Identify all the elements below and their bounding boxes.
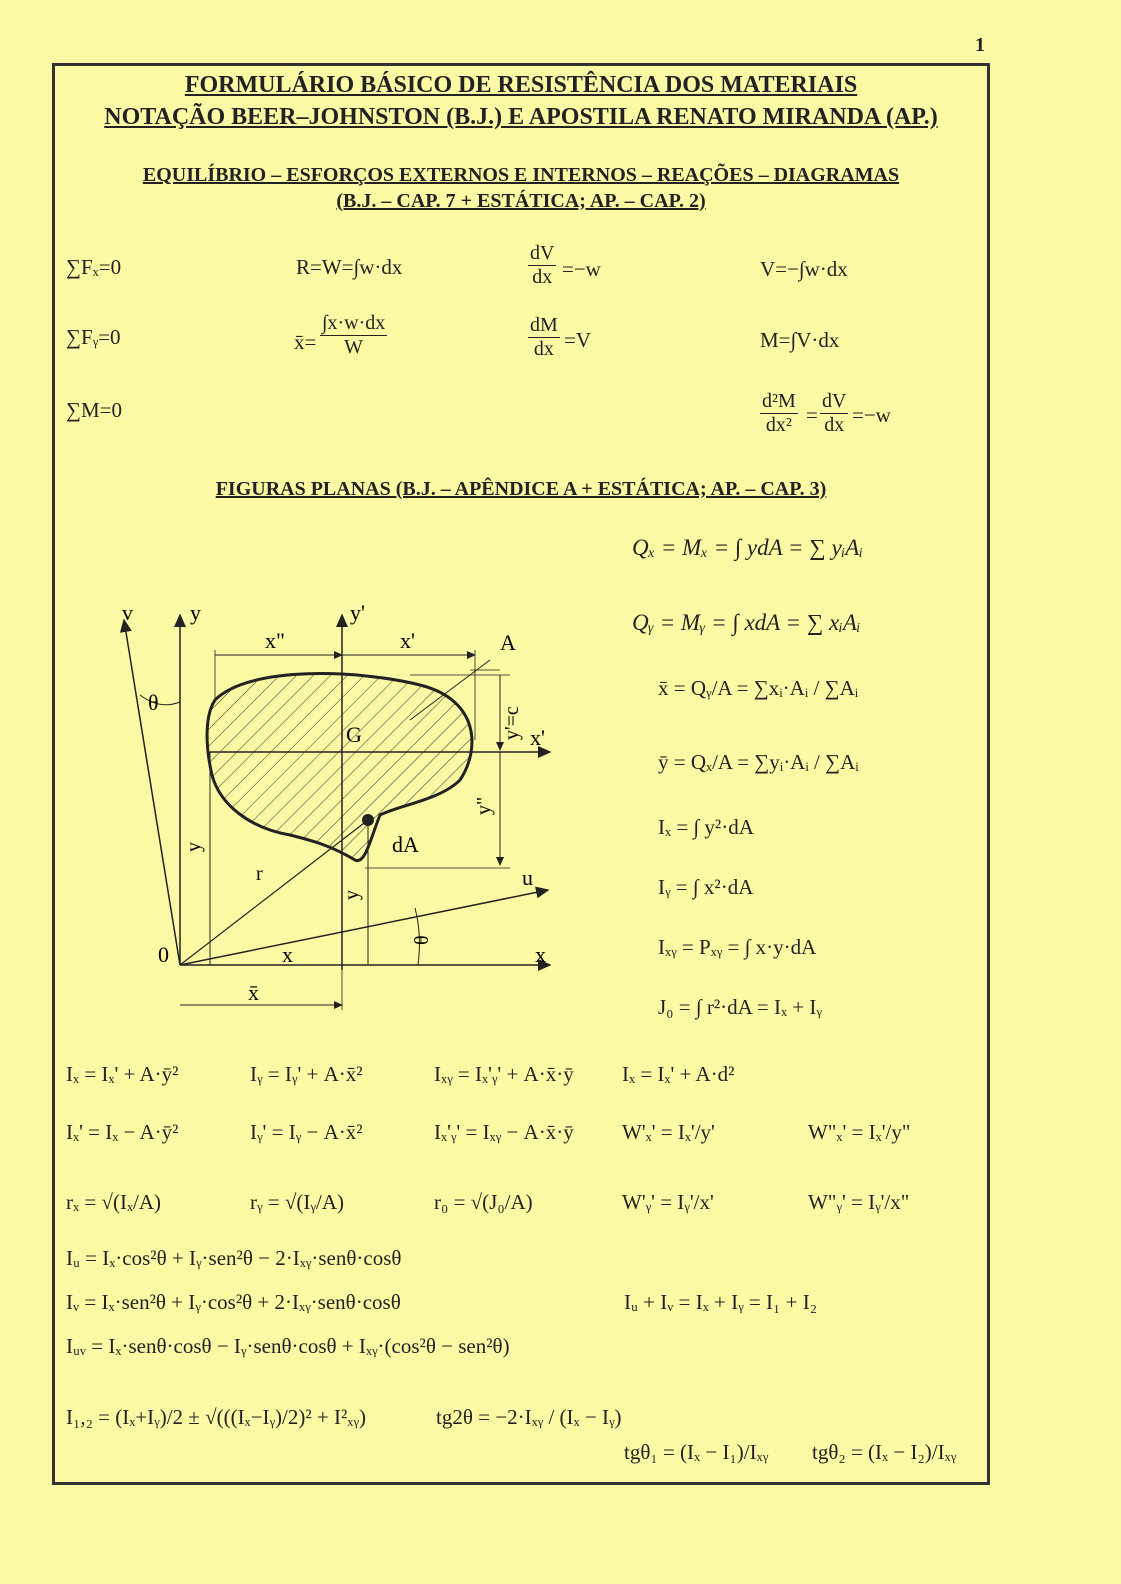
label-u: u bbox=[522, 865, 533, 890]
eq-r2-2: Iᵧ' = Iᵧ − A·x̄² bbox=[250, 1120, 363, 1144]
label-xpp: x" bbox=[265, 628, 285, 653]
title-line1: FORMULÁRIO BÁSICO DE RESISTÊNCIA DOS MATERIAIS bbox=[184, 72, 858, 98]
eq-dm-fraction bbox=[528, 314, 560, 361]
eq-d2m-fraction bbox=[760, 390, 798, 437]
eq-r3-1: rₓ = √(Iₓ/A) bbox=[66, 1190, 162, 1214]
eq-sum-fx: ∑Fₓ=0 bbox=[66, 255, 122, 279]
section1-heading2: (B.J. – CAP. 7 + ESTÁTICA; AP. – CAP. 2) bbox=[336, 190, 706, 212]
eq-r3-5: W"ᵧ' = Iᵧ'/x" bbox=[808, 1190, 910, 1214]
page-number: 1 bbox=[975, 34, 985, 56]
eq-resultant: R=W=∫w·dx bbox=[296, 255, 403, 279]
v-axis bbox=[124, 620, 180, 965]
label-a: A bbox=[500, 630, 516, 655]
eq-dm-num: dM bbox=[530, 314, 558, 336]
eq-tg2theta: tg2θ = −2·Iₓᵧ / (Iₓ − Iᵧ) bbox=[436, 1405, 622, 1429]
eq-ix: Iₓ = ∫ y²·dA bbox=[658, 815, 754, 839]
eq-xbar-den: W bbox=[344, 336, 364, 358]
label-ypp: y" bbox=[473, 796, 495, 815]
label-x-axis: x bbox=[535, 942, 546, 967]
label-y: y bbox=[190, 600, 201, 625]
title-line2: NOTAÇÃO BEER–JOHNSTON (B.J.) E APOSTILA RENATO MIRANDA (AP.) bbox=[104, 104, 938, 130]
label-xbar: x̄ bbox=[248, 980, 259, 1005]
eq-dv-num: dV bbox=[530, 242, 555, 264]
label-r: r bbox=[256, 863, 263, 885]
label-o: 0 bbox=[158, 942, 169, 967]
eq-iuv: Iᵤᵥ = Iₓ·senθ·cosθ − Iᵧ·senθ·cosθ + Iₓᵧ·(cos²θ − sen²θ) bbox=[66, 1334, 510, 1358]
eq-d2m-den2: dx bbox=[824, 414, 845, 436]
eq-r3-4: W'ᵧ' = Iᵧ'/x' bbox=[622, 1190, 714, 1214]
da-point bbox=[362, 814, 374, 826]
label-xp-axis: x' bbox=[530, 725, 545, 750]
eq-r1-1: Iₓ = Iₓ' + A·ȳ² bbox=[66, 1062, 179, 1086]
eq-xbar-num: ∫x·w·dx bbox=[322, 312, 386, 334]
eq-ybar-centroid: ȳ = Qₓ/A = ∑yᵢ·Aᵢ / ∑Aᵢ bbox=[658, 750, 859, 774]
eq-r2-5: W"ₓ' = Iₓ'/y" bbox=[808, 1120, 911, 1144]
label-ypc: y'=c bbox=[501, 706, 523, 740]
eq-d2m-fraction2 bbox=[820, 390, 848, 437]
eq-iv: Iᵥ = Iₓ·sen²θ + Iᵧ·cos²θ + 2·Iₓᵧ·senθ·cosθ bbox=[66, 1290, 401, 1314]
eq-d2m-den: dx² bbox=[765, 414, 792, 436]
eq-dv-fraction bbox=[528, 242, 556, 289]
eq-sum-fy: ∑Fᵧ=0 bbox=[66, 325, 121, 349]
eq-tgtheta2: tgθ₂ = (Iₓ − I₂)/Iₓᵧ bbox=[812, 1440, 957, 1464]
eq-qy: Qᵧ = Mᵧ = ∫ xdA = ∑ xᵢAᵢ bbox=[632, 610, 861, 635]
eq-d2m-num2: dV bbox=[822, 390, 847, 412]
eq-dm-den: dx bbox=[533, 338, 554, 360]
eq-tgtheta1: tgθ₁ = (Iₓ − I₁)/Iₓᵧ bbox=[624, 1440, 769, 1464]
eq-r2-1: Iₓ' = Iₓ − A·ȳ² bbox=[66, 1120, 179, 1144]
plane-figure-diagram bbox=[110, 590, 590, 1030]
eq-xbar-centroid: x̄ = Qᵧ/A = ∑xᵢ·Aᵢ / ∑Aᵢ bbox=[658, 676, 859, 700]
eq-r3-2: rᵧ = √(Iᵧ/A) bbox=[250, 1190, 344, 1214]
eq-r2-4: W'ₓ' = Iₓ'/y' bbox=[622, 1120, 715, 1144]
radius-line bbox=[180, 820, 368, 965]
label-y-left: y bbox=[183, 842, 205, 852]
label-x: x bbox=[282, 942, 293, 967]
eq-dv-rhs: =−w bbox=[562, 257, 601, 281]
eq-xbar-fraction bbox=[320, 312, 387, 359]
label-xp: x' bbox=[400, 628, 415, 653]
eq-i12: I₁,₂ = (Iₓ+Iᵧ)/2 ± √(((Iₓ−Iᵧ)/2)² + I²ₓᵧ) bbox=[66, 1405, 366, 1429]
label-y-mid: y bbox=[341, 890, 363, 900]
eq-r3-3: r₀ = √(J₀/A) bbox=[434, 1190, 533, 1214]
u-axis bbox=[180, 890, 548, 965]
eq-dv-den: dx bbox=[532, 266, 553, 288]
eq-moment: M=∫V·dx bbox=[760, 328, 840, 352]
eq-d2m-rhs: =−w bbox=[852, 403, 891, 427]
label-g: G bbox=[346, 722, 362, 747]
eq-iy: Iᵧ = ∫ x²·dA bbox=[658, 875, 754, 899]
eq-iu: Iᵤ = Iₓ·cos²θ + Iᵧ·sen²θ − 2·Iₓᵧ·senθ·cosθ bbox=[66, 1246, 402, 1270]
eq-d2m-num: d²M bbox=[762, 390, 796, 412]
eq-r1-2: Iᵧ = Iᵧ' + A·x̄² bbox=[250, 1062, 363, 1086]
plane-shape bbox=[207, 674, 472, 861]
label-theta: θ bbox=[148, 690, 159, 715]
eq-qx: Qₓ = Mₓ = ∫ ydA = ∑ yᵢAᵢ bbox=[632, 535, 863, 560]
eq-r1-3: Iₓᵧ = Iₓ'ᵧ' + A·x̄·ȳ bbox=[434, 1062, 574, 1086]
eq-j0: J₀ = ∫ r²·dA = Iₓ + Iᵧ bbox=[658, 995, 822, 1019]
eq-iu-iv: Iᵤ + Iᵥ = Iₓ + Iᵧ = I₁ + I₂ bbox=[624, 1290, 818, 1314]
eq-ixy: Iₓᵧ = Pₓᵧ = ∫ x·y·dA bbox=[658, 935, 817, 959]
eq-shear: V=−∫w·dx bbox=[760, 257, 848, 281]
eq-d2m-equals: = bbox=[806, 403, 818, 427]
label-da: dA bbox=[392, 832, 419, 857]
section2-heading: FIGURAS PLANAS (B.J. – APÊNDICE A + ESTÁTICA; AP. – CAP. 3) bbox=[215, 478, 827, 500]
section1-heading1: EQUILÍBRIO – ESFORÇOS EXTERNOS E INTERNOS – REAÇÕES – DIAGRAMAS bbox=[142, 164, 900, 186]
eq-dm-rhs: =V bbox=[564, 328, 592, 352]
label-v: v bbox=[122, 600, 133, 625]
eq-sum-m: ∑M=0 bbox=[66, 398, 122, 422]
label-yp: y' bbox=[350, 600, 365, 625]
eq-xbar-lhs: x̄= bbox=[294, 330, 317, 354]
eq-r2-3: Iₓ'ᵧ' = Iₓᵧ − A·x̄·ȳ bbox=[434, 1120, 574, 1144]
eq-r1-4: Iₓ = Iₓ' + A·d² bbox=[622, 1062, 735, 1086]
label-theta2: θ bbox=[411, 935, 433, 945]
